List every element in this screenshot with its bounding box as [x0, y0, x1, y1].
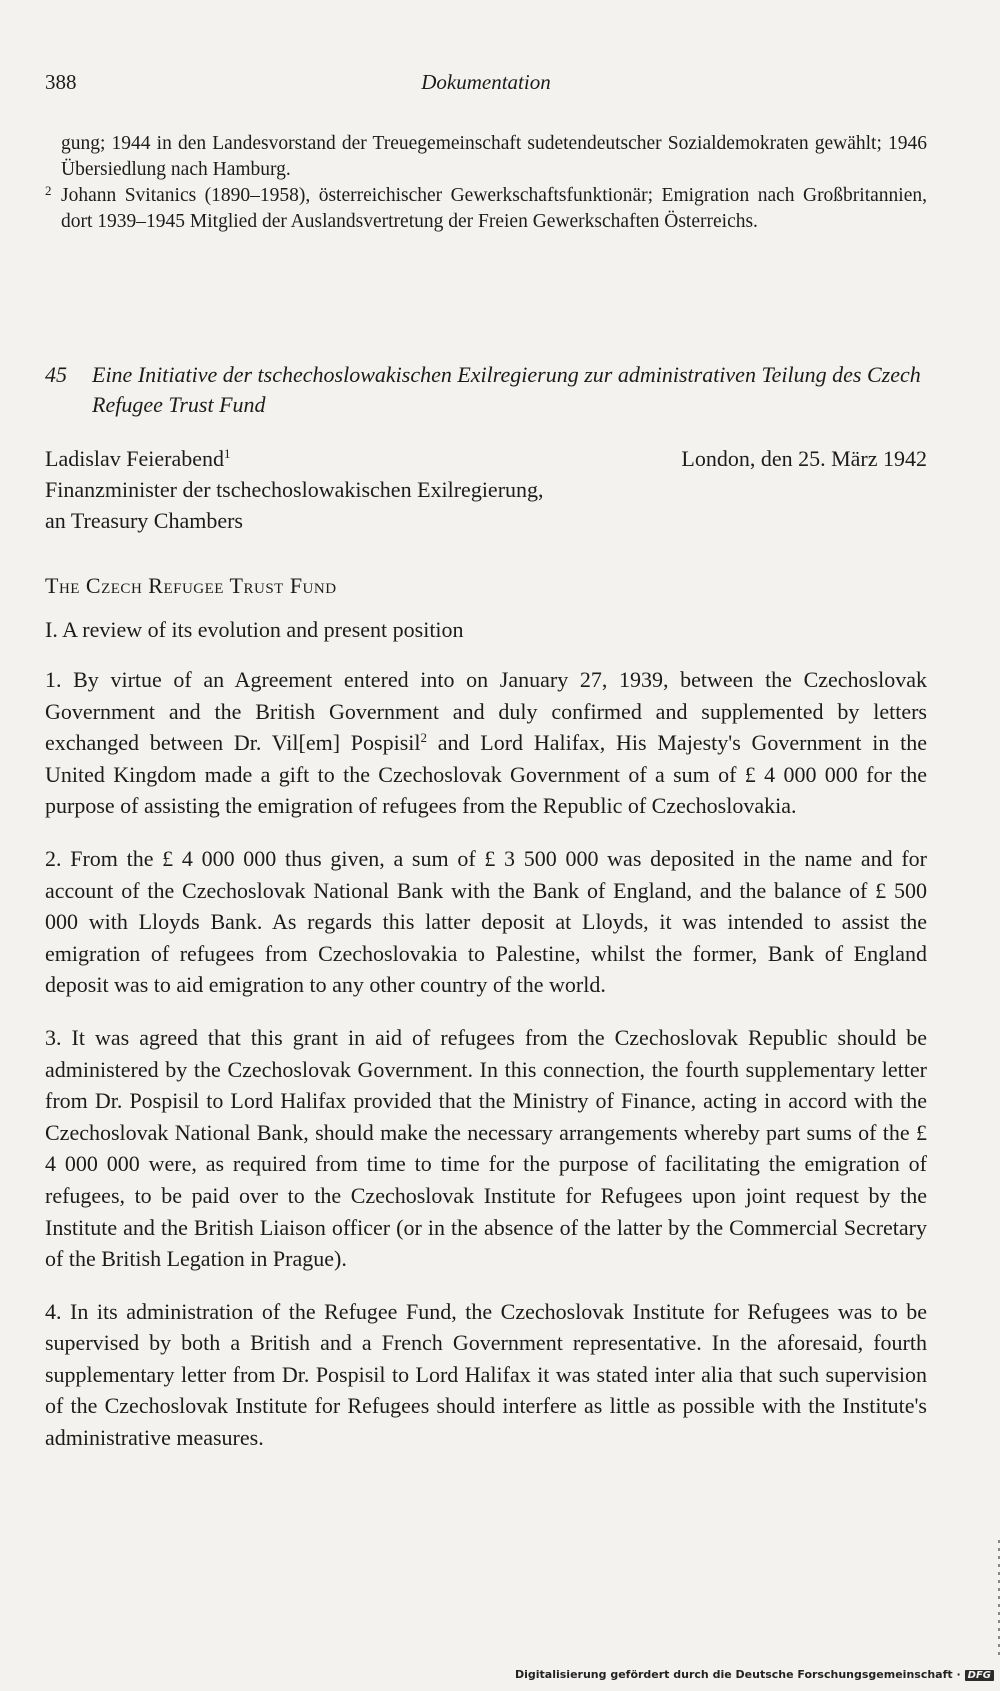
dfg-logo-icon: DFG: [965, 1670, 994, 1681]
sender-role: Finanzminister der tschechoslowakischen Exilregierung,: [45, 477, 544, 502]
recipient: an Treasury Chambers: [45, 508, 243, 533]
page-number: 388: [45, 70, 77, 94]
document-subject-heading: The Czech Refugee Trust Fund: [45, 573, 337, 598]
paragraph-1: [45, 664, 927, 822]
paragraph-text: 3. It was agreed that this grant in aid of refugees from the Czechoslovak Republic should be administered by the Czechoslovak Government. In this connection, the fourth supplementary letter from Dr. Pospisil to Lord Halifax provided that the Ministry of Finance, acting in accord with the Czechoslovak National Bank, should make the necessary arrangements whereby part sums of the £ 4 000 000 were, as required from time to time for the purpose of facilitating the emigration of refugees, to be paid over to the Czechoslovak Institute for Refugees upon joint request by the Institute and the British Liaison officer (or in the absence of the latter by the Commercial Secretary of the British Legation in Prague).: [45, 1024, 927, 1272]
paragraph-text-continued: and Lord Halifax, His Majesty's Government in the United Kingdom made a gift to the Czechoslovak Government of a sum of £ 4 000 000 for the purpose of assisting the emigration of refugees from the Republic of Czechoslovakia.: [45, 730, 927, 819]
digitization-note: Digitalisierung gefördert durch die Deutsche Forschungsgemeinschaft ·: [514, 1668, 961, 1681]
body-text: [45, 664, 927, 1475]
running-head: [45, 70, 927, 100]
footnote-ref-2: 2: [420, 730, 428, 746]
footnote-mark: 2: [45, 183, 52, 198]
digitization-credit: [515, 1668, 994, 1681]
running-title: Dokumentation: [421, 70, 551, 94]
place-date: London, den 25. März 1942: [681, 446, 927, 471]
paragraph-text: 2. From the £ 4 000 000 thus given, a sum of £ 3 500 000 was deposited in the name and for account of the Czechoslovak National Bank with the Bank of England, and the balance of £ 500 000 with Lloyds Bank. As regards this latter deposit at Lloyds, it was intended to assist the emigration of refugees from Czechoslovakia to Palestine, whilst the former, Bank of England deposit was to aid emigration to any other country of the world.: [45, 845, 927, 998]
footnote-text: gung; 1944 in den Landesvorstand der Treuegemeinschaft sudetendeutscher Sozialdemokraten gewählt; 1946 Übersiedlung nach Hamburg.: [61, 133, 927, 180]
document-heading: [45, 360, 927, 420]
sender-name: Ladislav Feierabend: [45, 446, 224, 471]
footnote-text: Johann Svitanics (1890–1958), österreichischer Gewerkschaftsfunktionär; Emigration nach Großbritannien, dort 1939–1945 Mitglied der Auslandsvertretung der Freien Gewerkschaften Österreichs.: [61, 185, 927, 232]
paragraph-3: [45, 1022, 927, 1275]
footnote-ref-1: 1: [224, 446, 231, 461]
sender-block: [45, 443, 927, 536]
footnote-2: [45, 183, 927, 235]
paragraph-text: 4. In its administration of the Refugee Fund, the Czechoslovak Institute for Refugees was to be supervised by both a British and a French Government representative. In the aforesaid, fourth supplementary letter from Dr. Pospisil to Lord Halifax it was stated inter alia that such supervision of the Czechoslovak Institute for Refugees should interfere as little as possible with the Institute's administrative measures.: [45, 1298, 927, 1451]
document-title: Eine Initiative der tschechoslowakischen Exilregierung zur administrativen Teilung des Czech Refugee Trust Fund: [92, 362, 921, 417]
section-title: I. A review of its evolution and present position: [45, 617, 464, 642]
paragraph-text: 1. By virtue of an Agreement entered into on January 27, 1939, between the Czechoslovak Government and the British Government and duly confirmed and supplemented by letters exchanged between Dr. Vil[em] Pospisil: [45, 667, 927, 756]
footnote-continuation: [45, 131, 927, 183]
paragraph-4: [45, 1296, 927, 1454]
document-number: 45: [45, 362, 67, 387]
paragraph-2: [45, 843, 927, 1001]
footnotes: [45, 131, 927, 235]
